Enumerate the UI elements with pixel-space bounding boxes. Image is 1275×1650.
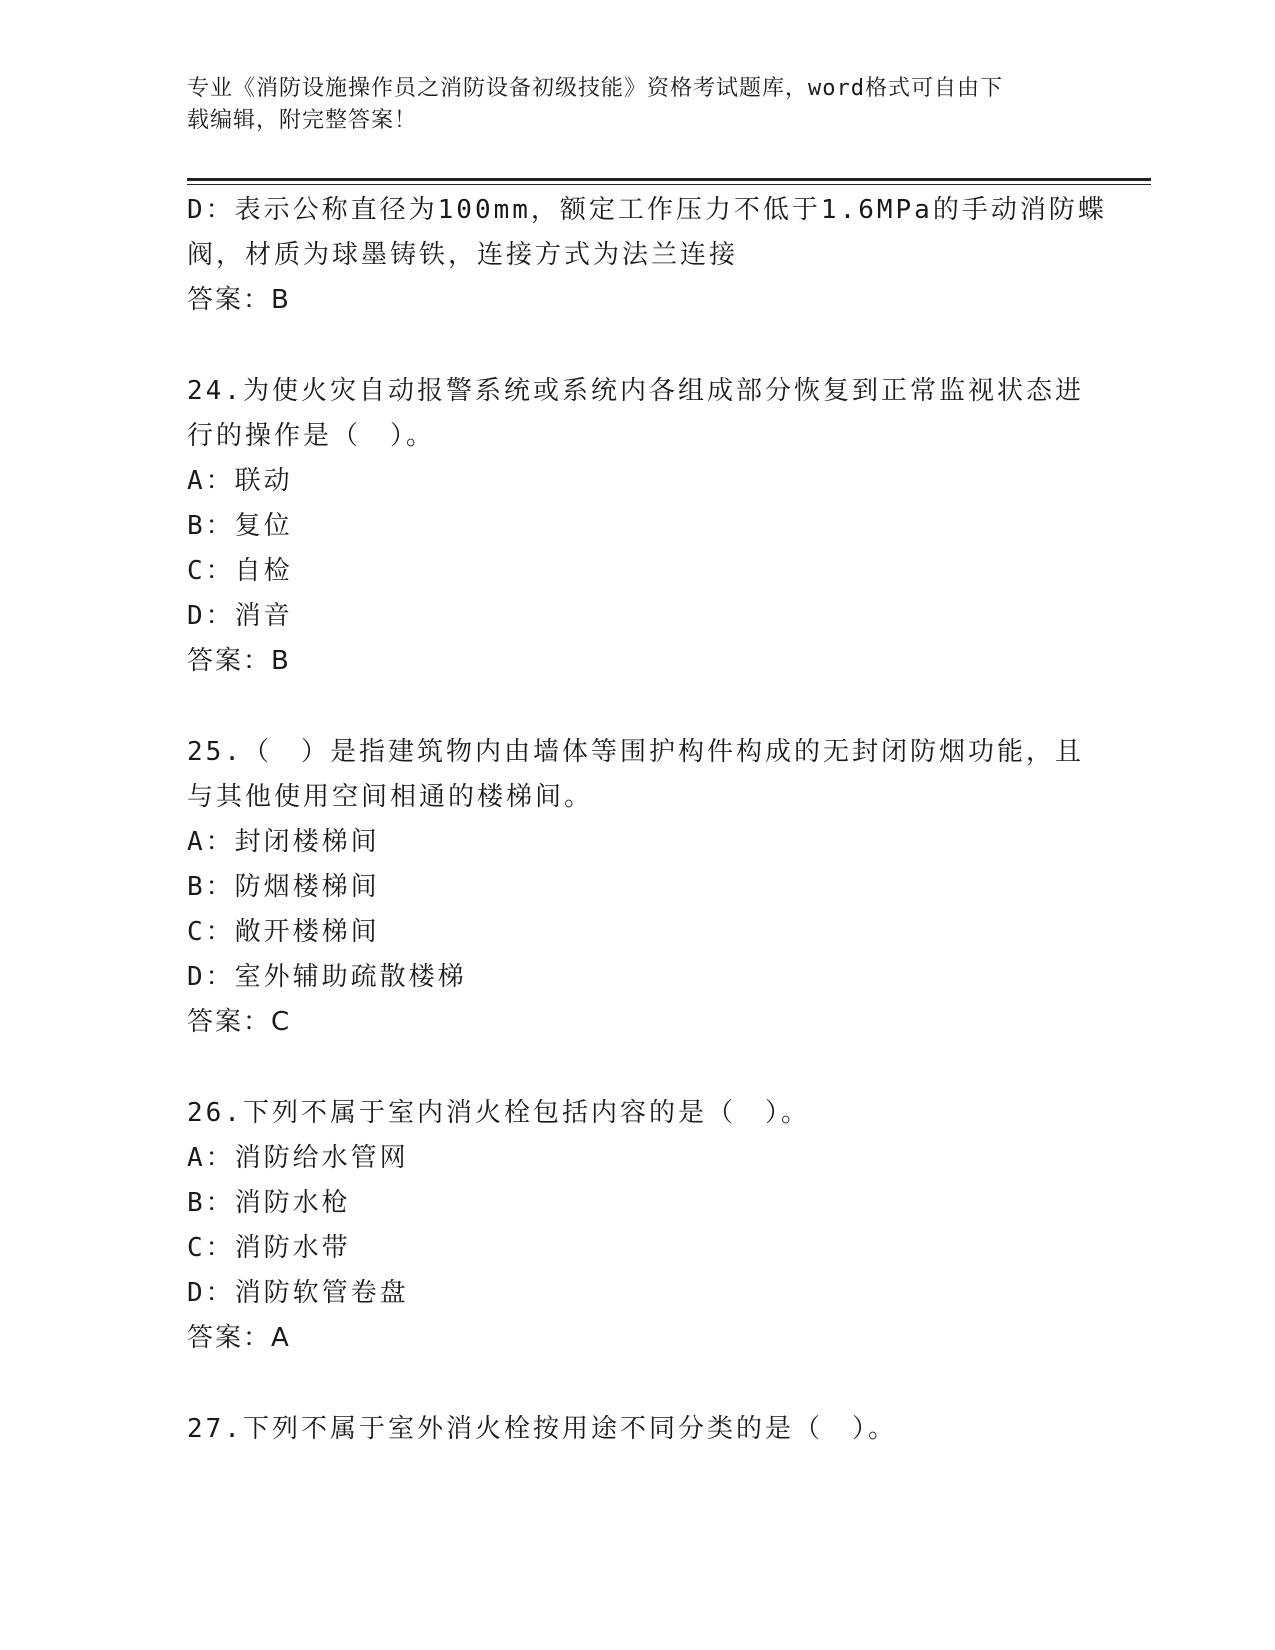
option-b: B：消防水枪	[187, 1188, 351, 1218]
option-d: D：室外辅助疏散楼梯	[187, 962, 467, 992]
spacer	[187, 684, 1087, 730]
header-rule-thick	[187, 178, 1151, 181]
document-body	[187, 188, 1107, 1452]
answer: 答案：A	[187, 1323, 291, 1353]
answer: 答案：B	[187, 646, 291, 676]
question-stem-line: 26.下列不属于室内消火栓包括内容的是（ ）。	[187, 1098, 810, 1128]
question-25	[187, 730, 1087, 1045]
question-27	[187, 1407, 1087, 1452]
option-d: D：表示公称直径为100mm，额定工作压力不低于1.6MPa的手动消防蝶	[187, 195, 1107, 225]
answer: 答案：C	[187, 1007, 292, 1037]
spacer	[187, 1361, 1087, 1407]
question-stem	[187, 730, 1087, 820]
question-stem-line: 24.为使火灾自动报警系统或系统内各组成部分恢复到正常监视状态进	[187, 376, 1084, 406]
option-b: B：复位	[187, 511, 293, 541]
header-line-2: 载编辑，附完整答案！	[187, 108, 418, 133]
option-d: D：消防软管卷盘	[187, 1278, 409, 1308]
option-c: C：自检	[187, 556, 293, 586]
question-24	[187, 369, 1087, 684]
option-a: A：联动	[187, 466, 293, 496]
header-rule-thin	[187, 184, 1151, 185]
question-26	[187, 1091, 1087, 1361]
option-c: C：消防水带	[187, 1233, 351, 1263]
option-d: D：消音	[187, 601, 293, 631]
spacer	[187, 323, 1087, 369]
question-23-tail	[187, 188, 1107, 323]
option-c: C：敞开楼梯间	[187, 917, 380, 947]
question-stem-line: 25.（ ）是指建筑物内由墙体等围护构件构成的无封闭防烟功能，且	[187, 737, 1084, 767]
document-header	[187, 73, 1067, 137]
option-a: A：消防给水管网	[187, 1143, 409, 1173]
question-stem-line: 27.下列不属于室外消火栓按用途不同分类的是（ ）。	[187, 1414, 897, 1444]
spacer	[187, 1045, 1087, 1091]
answer: 答案：B	[187, 285, 291, 315]
question-stem	[187, 1091, 1087, 1136]
option-d-continued: 阀，材质为球墨铸铁，连接方式为法兰连接	[187, 240, 739, 270]
option-b: B：防烟楼梯间	[187, 872, 380, 902]
question-stem	[187, 369, 1087, 459]
header-line-1: 专业《消防设施操作员之消防设备初级技能》资格考试题库，word格式可自由下	[187, 76, 1003, 101]
question-stem	[187, 1407, 1087, 1452]
question-stem-line: 行的操作是（ ）。	[187, 421, 436, 451]
question-stem-line: 与其他使用空间相通的楼梯间。	[187, 782, 594, 812]
option-a: A：封闭楼梯间	[187, 827, 380, 857]
